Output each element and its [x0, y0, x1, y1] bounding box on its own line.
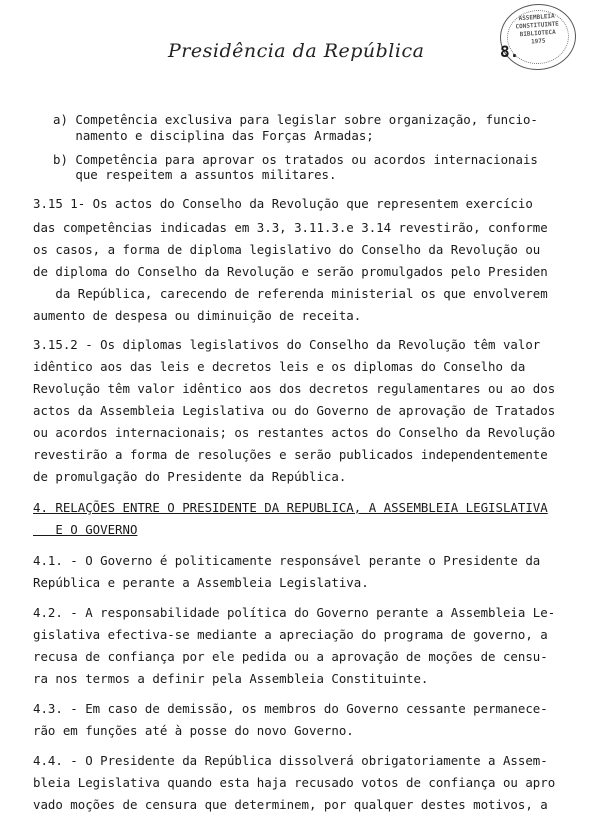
text-line: idêntico aos das leis e decretos leis e os diplomas do Conselho da	[33, 359, 526, 374]
text-line: os casos, a forma de diploma legislativo do Conselho da Revolução ou	[33, 242, 541, 257]
page-number: 8.	[500, 42, 520, 61]
text-line: Revolução têm valor idêntico aos dos decretos regulamentares ou ao dos	[33, 381, 556, 396]
text-line: República e perante a Assembleia Legislativa.	[33, 575, 369, 590]
text-line: namento e disciplina das Forças Armadas;	[53, 128, 374, 143]
text-line: actos da Assembleia Legislativa ou do Governo de aprovação de Tratados	[33, 403, 556, 418]
text-line: b) Competência para aprovar os tratados ou acordos internacionais	[53, 152, 538, 167]
text-line: a) Competência exclusiva para legislar sobre organização, funcio-	[53, 112, 538, 127]
text-line: aumento de despesa ou diminuição de receita.	[33, 308, 362, 323]
text-line: de promulgação do Presidente da República.	[33, 469, 347, 484]
section-heading: 4. RELAÇÕES ENTRE O PRESIDENTE DA REPUBLICA, A ASSEMBLEIA LEGISLATIVA	[33, 500, 548, 515]
text-line: revestirão a forma de resoluções e serão publicados independentemente	[33, 447, 548, 462]
text-line: recusa de confiança por ele pedida ou a aprovação de moções de censu-	[33, 649, 548, 664]
text-line: vado moções de censura que determinem, por qualquer destes motivos, a	[33, 797, 548, 812]
text-line: 3.15.2 - Os diplomas legislativos do Conselho da Revolução têm valor	[33, 337, 541, 352]
text-line: da República, carecendo de referenda ministerial os que envolverem	[33, 286, 548, 301]
text-line: 4.3. - Em caso de demissão, os membros do Governo cessante permanece-	[33, 701, 548, 716]
text-line: de diploma do Conselho da Revolução e serão promulgados pelo Presiden	[33, 264, 548, 279]
text-line: ra nos termos a definir pela Assembleia Constituinte.	[33, 671, 429, 686]
section-heading: E O GOVERNO	[33, 522, 138, 537]
text-line: que respeitem a assuntos militares.	[53, 167, 337, 182]
text-line: gislativa efectiva-se mediante a apreciação do programa de governo, a	[33, 627, 548, 642]
text-line: bleia Legislativa quando esta haja recusado votos de confiança ou apro	[33, 775, 556, 790]
text-line: rão em funções até à posse do novo Governo.	[33, 723, 354, 738]
text-line: 4.1. - O Governo é politicamente responsável perante o Presidente da	[33, 553, 541, 568]
library-stamp	[498, 1, 578, 72]
text-line: 4.4. - O Presidente da República dissolverá obrigatoriamente a Assem-	[33, 753, 548, 768]
text-line: 3.15 1- Os actos do Conselho da Revolução que representem exercício	[33, 196, 533, 211]
text-line: ou acordos internacionais; os restantes actos do Conselho da Revolução	[33, 425, 556, 440]
stamp-line-1: ASSEMBLEIA	[518, 12, 555, 23]
text-line: 4.2. - A responsabilidade política do Governo perante a Assembleia Le-	[33, 605, 556, 620]
stamp-line-2: CONSTITUINTE	[515, 20, 560, 31]
text-line: das competências indicadas em 3.3, 3.11.3.e 3.14 revestirão, conforme	[33, 220, 548, 235]
stamp-line-4: 1975	[530, 37, 546, 46]
letterhead-title: Presidência da República	[168, 40, 425, 62]
stamp-line-3: BIBLIOTECA	[519, 28, 557, 39]
